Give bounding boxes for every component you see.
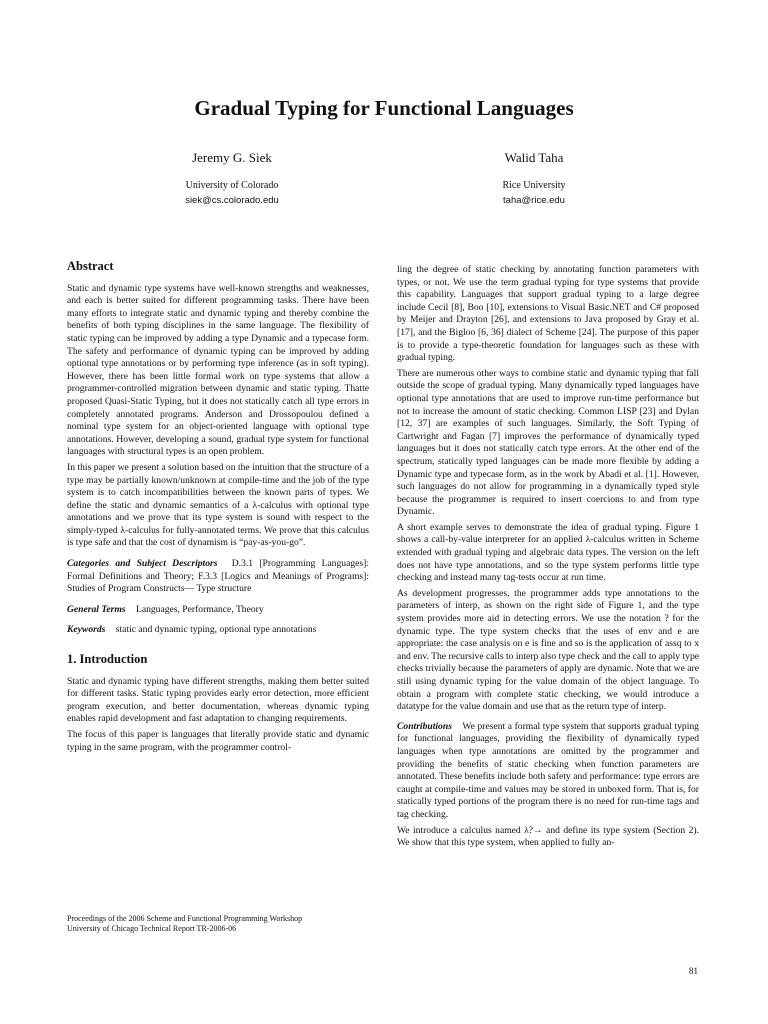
abstract-heading: Abstract	[67, 259, 114, 273]
author-affiliation: University of Colorado	[185, 180, 279, 191]
general-terms	[67, 604, 369, 617]
introduction-paragraph-2: The focus of this paper is languages that literally provide static and dynamic typing in the same program, with the programmer control-	[67, 729, 369, 753]
keywords-text: static and dynamic typing, optional type annotations	[115, 624, 317, 636]
right-paragraph-6: We introduce a calculus named λ?→ and define its type system (Section 2). We show that this type system, when applied to fully an-	[397, 824, 699, 849]
left-column	[67, 260, 369, 757]
author-email: taha@rice.edu	[503, 195, 565, 206]
categories-label: Categories and Subject Descriptors	[67, 558, 218, 570]
abstract-paragraph-1: Static and dynamic type systems have well-known strengths and weaknesses, and each is better suited for different programming tasks. There have been many efforts to integrate static and dynamic typing and thereby combine the benefits of both typing disciplines in the same language. The flexibility of static typing can be improved by adding a type Dynamic and a typecase form. The safety and performance of dynamic typing can be improved by adding optional type annotations or by performing type inference (as in soft typing). However, there has been little formal work on type systems that allow a programmer-controlled migration between dynamic and static typing. Thatte proposed Quasi-Static Typing, but it does not statically catch all type errors in completely annotated programs. Anderson and Drossopoulou defined a nominal type system for an object-oriented language with optional type annotations. However, developing a sound, gradual type system for functional languages with structural types is an open problem.	[67, 282, 369, 458]
general-terms-text: Languages, Performance, Theory	[135, 603, 264, 615]
introduction-paragraph-1: Static and dynamic typing have different strengths, making them better suited for different tasks. Static typing provides early error detection, more efficient program execution, and better documentation, whereas dynamic typing enables rapid development and fast adaptation to changing requirements.	[67, 675, 369, 725]
keywords-label: Keywords	[67, 624, 106, 636]
abstract-paragraph-2: In this paper we present a solution based on the intuition that the structure of a type may be partially known/unknown at compile-time and the job of the type system is to catch incompatibilities between the known parts of types. We define the static and dynamic semantics of a λ-calculus with optional type annotations and we prove that its type system is sound with respect to the simply-typed λ-calculus for fully-annotated terms. We prove that this calculus is type safe and that the cost of dynamism is “pay-as-you-go”.	[67, 461, 369, 549]
contributions-label: Contributions	[397, 720, 452, 732]
keywords	[67, 624, 369, 637]
categories-text: D.3.1 [Programming Languages]: Formal Definitions and Theory; F.3.3 [Logics and Meanings of Programs]: Studies of Program Constructs— Type structure	[67, 558, 369, 595]
right-paragraph-2: There are numerous other ways to combine static and dynamic typing that fall outside the scope of gradual typing. Many dynamically typed languages have optional type annotations that are used to improve run-time performance but not to increase the amount of static checking. Common LISP [23] and Dylan [12, 37] are examples of such languages. Similarly, the Soft Typing of Cartwright and Fagan [7] improves the performance of dynamically typed languages but it does not statically catch type errors. At the other end of the spectrum, statically typed languages can be made more flexible by adding a Dynamic type and typecase form, as in the work by Abadi et al. [1]. However, such languages do not allow for programming in a dynamically typed style because the programmer is required to insert coercions to and from type Dynamic.	[397, 367, 699, 518]
right-paragraph-3: A short example serves to demonstrate the idea of gradual typing. Figure 1 shows a call-by-value interpreter for an applied λ-calculus written in Scheme extended with gradual typing and algebraic data types. The version on the left does not have type annotations, and so the type system performs little type checking and instead many tag-tests occur at run time.	[397, 521, 699, 584]
contributions-text: We present a formal type system that supports gradual typing for functional languages, providing the flexibility of dynamically typed languages when type annotations are omitted by the programmer and providing the benefits of static checking when function parameters are annotated. These benefits include both safety and performance: type errors are caught at compile-time and values may be stored in unboxed form. That is, for statically typed portions of the program there is no need for run-time tags and tag checking.	[397, 720, 699, 820]
author-email: siek@cs.colorado.edu	[185, 195, 279, 206]
author-block-taha	[414, 150, 654, 208]
right-paragraph-4: As development progresses, the programmer adds type annotations to the parameters of interp, as shown on the right side of Figure 1, and the type system provides more aid in detecting errors. We use the notation ? for the dynamic type. The type system checks that the uses of env and e are appropriate: the case analysis on e is fine and so is the application of assq to x and env. The recursive calls to interp also type check and the call to apply type checks trivially because the parameters of apply are dynamic. Note that we are still using dynamic typing for the value domain of the object language. To obtain a program with complete static checking, we would introduce a datatype for the value domain and use that as the return type of interp.	[397, 587, 699, 713]
introduction-heading: 1. Introduction	[67, 652, 148, 667]
categories	[67, 558, 369, 596]
right-column	[397, 264, 699, 853]
author-block-siek	[112, 150, 352, 208]
footer-line-2: University of Chicago Technical Report TR-2006-06	[67, 924, 237, 933]
general-terms-label: General Terms	[67, 603, 126, 615]
contributions-paragraph	[397, 721, 699, 822]
paper-title: Gradual Typing for Functional Languages	[194, 96, 574, 120]
author-name: Walid Taha	[504, 150, 564, 165]
footer-line-1: Proceedings of the 2006 Scheme and Functional Programming Workshop	[67, 914, 303, 923]
page-number: 81	[689, 966, 698, 976]
author-name: Jeremy G. Siek	[192, 150, 272, 165]
right-paragraph-1: ling the degree of static checking by annotating function parameters with types, or not. We use the term gradual typing for type systems that provide this capability. Languages that support gradual typing to a large degree include Cecil [8], Boo [10], extensions to Visual Basic.NET and C# proposed by Meijer and Drayton [26], and extensions to Java proposed by Gray et al. [17], and the Bigloo [6, 36] dialect of Scheme [24]. The purpose of this paper is to provide a type-theoretic foundation for languages such as these with gradual typing.	[397, 264, 699, 364]
proceedings-footer	[67, 914, 369, 934]
author-affiliation: Rice University	[502, 180, 566, 191]
